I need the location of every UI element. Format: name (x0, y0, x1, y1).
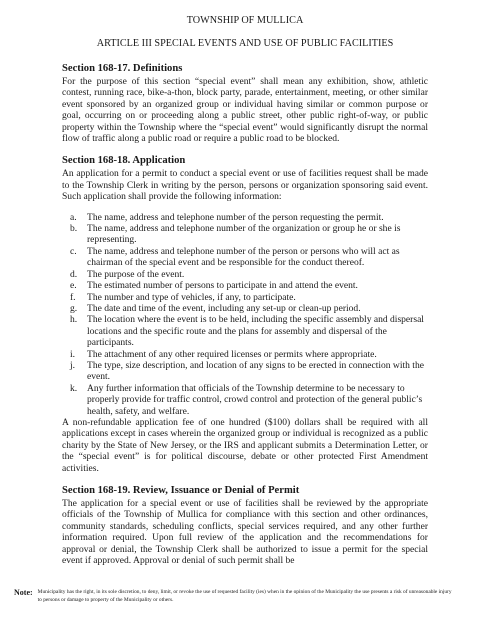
list-item (62, 292, 428, 303)
list-item-text: The name, address and telephone number of the organization or group he or she is representing. (87, 223, 401, 246)
list-item-letter: c. (70, 245, 77, 257)
list-item (62, 360, 428, 383)
review-paragraph: The application for a special event or use of facilities shall be reviewed by the appropriate officials of the Township of Mullica for compliance with this section and other ordinances, community standards, scheduling conflicts, special services required, and any other further information required. Upon full review of the application and the recommendations for approval or denial, the Township Clerk shall be authorized to issue a permit for the special event if approved. Approval or denial of such permit shall be (62, 498, 428, 567)
list-item-text: The name, address and telephone number of the person or persons who will act as chairman of the special event and be responsible for the conduct thereof. (87, 245, 400, 269)
application-intro-paragraph: An application for a permit to conduct a special event or use of facilities request shall be made to the Township Clerk in writing by the person, persons or organization sponsoring said event. Such application shall provide the following information: (62, 168, 428, 203)
list-item-text: The attachment of any other required licenses or permits where appropriate. (87, 348, 377, 360)
footer-note (14, 589, 469, 605)
list-item-text: The purpose of the event. (87, 268, 185, 280)
list-item (62, 269, 428, 280)
township-title: TOWNSHIP OF MULLICA (186, 15, 304, 26)
list-item-text: The name, address and telephone number of the person requesting the permit. (87, 211, 384, 223)
list-item-text: The number and type of vehicles, if any, to participate. (87, 291, 296, 303)
list-item (62, 212, 428, 223)
application-requirements-list (62, 212, 428, 417)
list-item-letter: i. (70, 348, 76, 360)
application-fee-paragraph: A non-refundable application fee of one hundred ($100) dollars shall be required with all applications except in cases wherein the organized group or individual is recognized as a public charity by the State of New Jersey, or the IRS and applicant submits a Determination Letter, or the “special event” is for political discourse, debate or other protected First Amendment activities. (62, 416, 428, 474)
list-item-text: Any further information that officials of the Township determine to be necessary to properly provide for traffic control, crowd control and protection of the general public’s health, safety, and welfare. (87, 382, 423, 417)
list-item-letter: h. (70, 314, 78, 326)
list-item-text: The location where the event is to be held, including the specific assembly and dispersal locations and the specific route and the plans for assembly and dispersal of the participants. (87, 314, 424, 349)
list-item (62, 303, 428, 314)
article-title: ARTICLE III SPECIAL EVENTS AND USE OF PUBLIC FACILITIES (96, 38, 394, 49)
note-text: Municipality has the right, in its sole discretion, to deny, limit, or revoke the use of requested facility (ies) when in the opinion of the Municipality the use presents a risk of unreasonable injury to persons or damage to property of the Municipality or others. (37, 589, 452, 603)
list-item (62, 280, 428, 291)
list-item (62, 314, 428, 348)
section-heading-review: Section 168-19. Review, Issuance or Denial of Permit (62, 485, 300, 496)
list-item-letter: e. (70, 280, 77, 292)
section-heading-definitions: Section 168-17. Definitions (62, 63, 183, 74)
list-item-letter: d. (70, 268, 78, 280)
list-item-text: The date and time of the event, including any set-up or clean-up period. (87, 302, 361, 314)
list-item (62, 246, 428, 269)
list-item-letter: j. (70, 359, 76, 371)
definitions-paragraph: For the purpose of this section “special event” shall mean any exhibition, show, athletic contest, running race, bike-a-thon, block party, parade, entertainment, meeting, or other similar event sponsored by an organized group or individual having similar or common purpose or goal, occurring on or proceeding along a public street, other public right-of-way, or public property within the Township where the “special event” would significantly disrupt the normal flow of traffic along a public road or require a public road to be blocked. (62, 76, 428, 145)
list-item-text: The type, size description, and location of any signs to be erected in connection with the event. (87, 359, 424, 383)
list-item-letter: b. (70, 223, 78, 235)
section-heading-application: Section 168-18. Application (62, 155, 186, 167)
list-item-letter: a. (70, 211, 77, 223)
list-item (62, 383, 428, 417)
note-label: Note: (14, 588, 33, 597)
list-item (62, 349, 428, 360)
list-item-text: The estimated number of persons to participate in and attend the event. (87, 280, 358, 292)
list-item (62, 223, 428, 246)
list-item-letter: g. (70, 302, 78, 314)
list-item-letter: f. (70, 291, 76, 303)
list-item-letter: k. (70, 382, 78, 394)
